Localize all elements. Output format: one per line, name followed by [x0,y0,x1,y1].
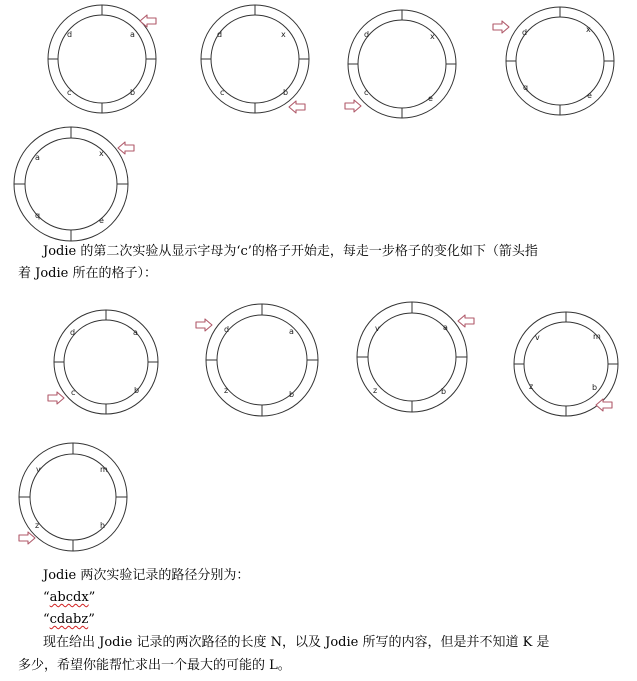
path-1-word: abcdx [49,590,89,605]
cell-label-br: h [100,521,106,530]
position-arrow-icon [18,531,36,545]
exp1-ring-5 [13,126,129,242]
path-2: “cdabz” [43,612,95,627]
exp1-ring-2 [200,4,310,114]
cell-label-bl: q [35,211,41,220]
ring-outer [206,304,318,416]
exp2-ring-3 [356,301,468,413]
cell-label-bl: q [523,83,529,92]
paragraph-2-line-2: 多少，希望你能帮忙求出一个最大的可能的 L。 [18,658,291,673]
path-2-word: cdabz [49,612,89,627]
cell-label-tr: x [99,149,104,158]
position-arrow-icon [47,391,65,405]
cell-label-tl: d [364,30,370,39]
cell-label-br: b [134,386,140,395]
cell-label-tl: d [224,325,230,334]
position-arrow-icon [492,20,510,34]
ring-outer [14,127,128,241]
cell-label-tl: v [535,333,540,342]
cell-label-tl: d [67,30,73,39]
cell-label-br: b [592,383,598,392]
cell-label-br: e [99,216,104,225]
cell-label-bl: z [373,386,378,395]
cell-label-tr: a [289,327,294,336]
paragraph-2-line-1: 现在给出 Jodie 记录的两次路径的长度 N，以及 Jodie 所写的内容，但是并不知道 K 是 [43,635,550,650]
ring-outer [357,302,467,412]
cell-label-bl: z [35,521,40,530]
cell-label-tr: x [586,25,591,34]
exp2-ring-1 [53,309,159,415]
cell-label-bl: c [67,88,72,97]
cell-label-bl: z [529,382,534,391]
position-arrow-icon [457,314,475,328]
position-arrow-icon [595,398,613,412]
cell-label-tl: v [375,324,380,333]
cell-label-tr: x [430,32,435,41]
cell-label-tr: m [100,465,108,474]
cell-label-bl: z [224,386,229,395]
cell-label-br: b [441,387,447,396]
exp1-ring-3 [347,9,457,119]
position-arrow-icon [139,14,157,28]
ring-outer [54,310,158,414]
paragraph-2-intro: Jodie 两次实验记录的路径分别为： [43,568,250,583]
paragraph-1-line-1: Jodie 的第二次实验从显示字母为‘c’的格子开始走，每走一步格子的变化如下（箭头指 [43,244,538,259]
ring-outer [506,7,614,115]
cell-label-tl: a [35,153,40,162]
position-arrow-icon [344,99,362,113]
cell-label-tr: x [281,30,286,39]
cell-label-br: b [283,88,289,97]
cell-label-tl: d [70,328,76,337]
position-arrow-icon [288,100,306,114]
ring-outer [201,5,309,113]
paragraph-1-line-2: 着 Jodie 所在的格子）： [18,266,157,281]
path-1: “abcdx” [43,590,96,605]
cell-label-tr: a [133,328,138,337]
cell-label-br: e [587,91,592,100]
exp2-ring-2 [205,303,319,417]
cell-label-tl: d [217,30,223,39]
cell-label-tl: d [522,28,528,37]
cell-label-tr: a [443,323,448,332]
ring-outer [348,10,456,118]
cell-label-bl: c [71,388,76,397]
cell-label-tr: m [593,332,601,341]
cell-label-br: e [428,94,433,103]
cell-label-br: b [130,88,136,97]
cell-label-tr: a [130,30,135,39]
cell-label-br: b [289,390,295,399]
position-arrow-icon [195,318,213,332]
position-arrow-icon [117,141,135,155]
cell-label-bl: c [364,88,369,97]
cell-label-tl: v [36,465,41,474]
exp1-ring-4 [505,6,615,116]
cell-label-bl: c [220,88,225,97]
